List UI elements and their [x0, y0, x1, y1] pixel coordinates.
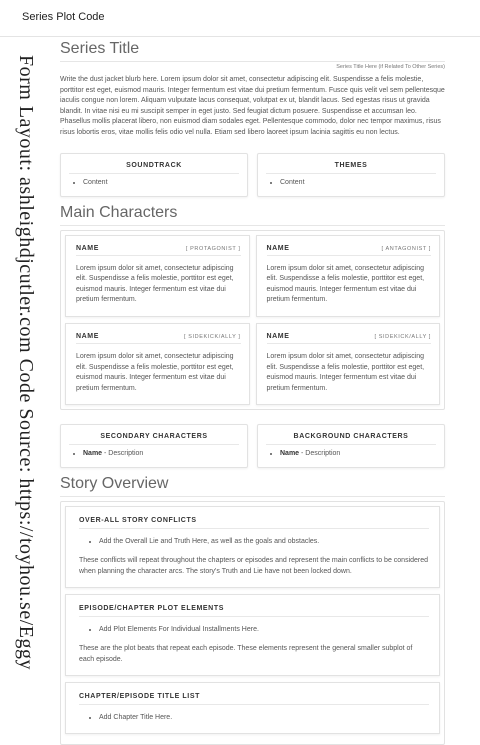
- character-name: NAME: [76, 332, 100, 340]
- credit-text: Form Layout: ashleighdjcutler.com Code Source: https://toyhou.se/Eggy: [15, 55, 37, 670]
- character-description: Lorem ipsum dolor sit amet, consectetur adipiscing elit. Suspendisse a felis molestie, porttitor est eget, euismod mauris. Integer fermentum est vitae dui pretium fermentum.: [76, 352, 234, 392]
- themes-heading: THEMES: [266, 162, 436, 174]
- background-name: Name: [280, 450, 300, 458]
- themes-box: [257, 153, 445, 197]
- character-description: Lorem ipsum dolor sit amet, consectetur adipiscing elit. Suspendisse a felis molestie, porttitor est eget, euismod mauris. Integer fermentum est vitae dui pretium fermentum.: [266, 352, 425, 392]
- secondary-heading: SECONDARY CHARACTERS: [69, 433, 239, 445]
- story-card-title: OVER-ALL STORY CONFLICTS: [79, 517, 429, 529]
- character-name: NAME: [266, 244, 290, 252]
- story-card-text: These are the plot beats that repeat each episode. These elements represent the general smaller subplot of each episode.: [79, 645, 413, 664]
- series-blurb: Write the dust jacket blurb here. Lorem ipsum dolor sit amet, consectetur adipiscing elit. Suspendisse a felis molestie, porttitor est eget, euismod mauris. Integer fermentum est vitae dui pretium fermentum. Fusce quis velit vel sem pellentesque iaculis congue non lorem. Aliquam vulputate lacus consequat, volutpat ex ut, blandit lacus. Sed egestas risus ut gravida blandit. In vitae nisi eu mi suscipit semper in eget justo. Sed feugiat dictum posuere. Suspendisse et accumsan leo. Phasellus mollis placerat libero, non euismod diam sodales eget. Pellentesque commodo, dolor nec tempor maximus, risus risus lobortis eros, vitae mollis felis odio vel nulla. Etiam sed libero laoreet ipsum lacinia sagittis eu non lectus.: [60, 76, 445, 136]
- story-overview-heading: Story Overview: [60, 475, 445, 497]
- character-card: [65, 323, 250, 405]
- main-content: [60, 40, 445, 745]
- character-description: Lorem ipsum dolor sit amet, consectetur adipiscing elit. Suspendisse a felis molestie, porttitor est eget, euismod mauris. Integer fermentum est vitae dui pretium fermentum.: [266, 264, 425, 304]
- soundtrack-item: • Content: [83, 178, 247, 188]
- sidebar-credit: [8, 55, 44, 735]
- story-card-conflicts: [65, 506, 440, 588]
- story-card-title-list: [65, 682, 440, 734]
- background-heading: BACKGROUND CHARACTERS: [266, 433, 436, 445]
- secondary-background-row: [60, 424, 445, 468]
- soundtrack-heading: SOUNDTRACK: [69, 162, 239, 174]
- main-characters-section: [60, 204, 445, 411]
- story-card-bullet: • Add the Overall Lie and Truth Here, as well as the goals and obstacles.: [99, 537, 429, 547]
- background-item: [280, 449, 444, 459]
- soundtrack-box: [60, 153, 248, 197]
- story-card-plot-elements: [65, 594, 440, 676]
- character-role: [ PROTAGONIST ]: [185, 245, 241, 252]
- story-sections: [60, 501, 445, 745]
- soundtrack-themes-row: [60, 153, 445, 197]
- story-card-bullet: • Add Chapter Title Here.: [99, 713, 429, 723]
- character-role: [ SIDEKICK/ALLY ]: [184, 333, 241, 340]
- secondary-name: Name: [83, 450, 103, 458]
- background-desc: - Description: [299, 450, 341, 458]
- story-card-title: EPISODE/CHAPTER PLOT ELEMENTS: [79, 605, 429, 617]
- character-card: [256, 323, 441, 405]
- themes-item: • Content: [280, 178, 444, 188]
- character-grid: [60, 230, 445, 411]
- character-card: [65, 235, 250, 317]
- character-role: [ ANTAGONIST ]: [381, 245, 431, 252]
- main-characters-heading: Main Characters: [60, 204, 445, 226]
- story-card-bullet: • Add Plot Elements For Individual Installments Here.: [99, 625, 429, 635]
- story-overview-section: [60, 475, 445, 745]
- character-name: NAME: [266, 332, 290, 340]
- top-bar: [0, 0, 480, 37]
- series-subtitle: Series Title Here (if Related To Other Series): [336, 64, 445, 70]
- background-characters-box: [257, 424, 445, 468]
- page-title: Series Plot Code: [22, 11, 105, 23]
- story-card-title: CHAPTER/EPISODE TITLE LIST: [79, 693, 429, 705]
- story-card-text: These conflicts will repeat throughout the chapters or episodes and represent the main conflicts to be considered when planning the character arcs. The story's Truth and Lie have not been locked down.: [79, 557, 429, 576]
- character-card: [256, 235, 441, 317]
- secondary-item: [83, 449, 247, 459]
- character-description: Lorem ipsum dolor sit amet, consectetur adipiscing elit. Suspendisse a felis molestie, porttitor est eget, euismod mauris. Integer fermentum est vitae dui pretium fermentum.: [76, 264, 234, 304]
- character-role: [ SIDEKICK/ALLY ]: [374, 333, 431, 340]
- secondary-desc: - Description: [102, 450, 144, 458]
- secondary-characters-box: [60, 424, 248, 468]
- series-title: Series Title: [60, 40, 445, 62]
- character-name: NAME: [76, 244, 100, 252]
